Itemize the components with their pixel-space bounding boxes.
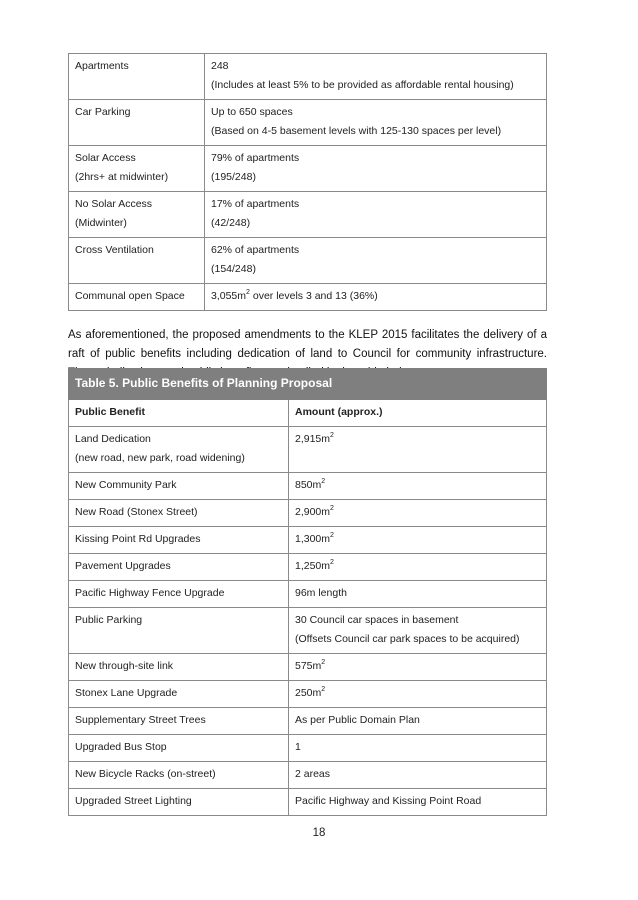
summary-value: 248 (Includes at least 5% to be provided as affordable rental housing) bbox=[205, 54, 547, 100]
table-row bbox=[69, 708, 547, 735]
summary-value: 62% of apartments (154/248) bbox=[205, 238, 547, 284]
table-row bbox=[69, 192, 547, 238]
benefit-cell: New Bicycle Racks (on-street) bbox=[69, 762, 289, 789]
page-number: 18 bbox=[312, 827, 326, 839]
amount-cell: As per Public Domain Plan bbox=[289, 708, 547, 735]
amount-cell: 96m length bbox=[289, 581, 547, 608]
benefit-cell: Land Dedication (new road, new park, road widening) bbox=[69, 427, 289, 473]
table-row bbox=[69, 54, 547, 100]
amount-cell: $250m^2$ bbox=[289, 681, 547, 708]
summary-label: Communal open Space bbox=[69, 284, 205, 311]
column-header-benefit: Public Benefit bbox=[69, 400, 289, 427]
table-row bbox=[69, 527, 547, 554]
summary-value: $3,055m^2$ over levels 3 and 13 (36%) bbox=[205, 284, 547, 311]
amount-cell: 30 Council car spaces in basement (Offsets Council car park spaces to be acquired) bbox=[289, 608, 547, 654]
benefit-cell: New Road (Stonex Street) bbox=[69, 500, 289, 527]
benefit-cell: Supplementary Street Trees bbox=[69, 708, 289, 735]
table-row bbox=[69, 238, 547, 284]
summary-value: Up to 650 spaces (Based on 4-5 basement levels with 125-130 spaces per level) bbox=[205, 100, 547, 146]
table-row bbox=[69, 789, 547, 816]
table-row bbox=[69, 581, 547, 608]
table-title: Table 5. Public Benefits of Planning Proposal bbox=[69, 369, 547, 400]
benefit-cell: Public Parking bbox=[69, 608, 289, 654]
summary-label: Solar Access (2hrs+ at midwinter) bbox=[69, 146, 205, 192]
benefit-cell: Upgraded Street Lighting bbox=[69, 789, 289, 816]
table-row bbox=[69, 427, 547, 473]
amount-cell: $1,250m^2$ bbox=[289, 554, 547, 581]
summary-label: Cross Ventilation bbox=[69, 238, 205, 284]
benefit-cell: Stonex Lane Upgrade bbox=[69, 681, 289, 708]
summary-value: 79% of apartments (195/248) bbox=[205, 146, 547, 192]
table-row bbox=[69, 284, 547, 311]
table-row bbox=[69, 735, 547, 762]
body-paragraph: As aforementioned, the proposed amendments to the KLEP 2015 facilitates the delivery of a raft of public benefits including dedication of land to Council for community infrastructure. bbox=[68, 328, 547, 360]
table-row bbox=[69, 762, 547, 789]
summary-label: Apartments bbox=[69, 54, 205, 100]
public-benefits-table bbox=[68, 368, 547, 816]
amount-cell: 2 areas bbox=[289, 762, 547, 789]
benefit-cell: New through-site link bbox=[69, 654, 289, 681]
table-row bbox=[69, 473, 547, 500]
benefit-cell: Upgraded Bus Stop bbox=[69, 735, 289, 762]
amount-cell: $2,900m^2$ bbox=[289, 500, 547, 527]
table-row bbox=[69, 608, 547, 654]
amount-cell: $850m^2$ bbox=[289, 473, 547, 500]
amount-cell: $1,300m^2$ bbox=[289, 527, 547, 554]
benefit-cell: New Community Park bbox=[69, 473, 289, 500]
table-row bbox=[69, 654, 547, 681]
amount-cell: 1 bbox=[289, 735, 547, 762]
benefit-cell: Pavement Upgrades bbox=[69, 554, 289, 581]
column-header-amount: Amount (approx.) bbox=[289, 400, 547, 427]
table-row bbox=[69, 500, 547, 527]
benefit-cell: Kissing Point Rd Upgrades bbox=[69, 527, 289, 554]
summary-label: Car Parking bbox=[69, 100, 205, 146]
table-row bbox=[69, 146, 547, 192]
summary-value: 17% of apartments (42/248) bbox=[205, 192, 547, 238]
amount-cell: $575m^2$ bbox=[289, 654, 547, 681]
table-row bbox=[69, 554, 547, 581]
summary-label: No Solar Access (Midwinter) bbox=[69, 192, 205, 238]
table-row bbox=[69, 100, 547, 146]
summary-table bbox=[68, 53, 547, 311]
benefit-cell: Pacific Highway Fence Upgrade bbox=[69, 581, 289, 608]
amount-cell: Pacific Highway and Kissing Point Road bbox=[289, 789, 547, 816]
table-row bbox=[69, 681, 547, 708]
amount-cell: $2,915m^2$ bbox=[289, 427, 547, 473]
